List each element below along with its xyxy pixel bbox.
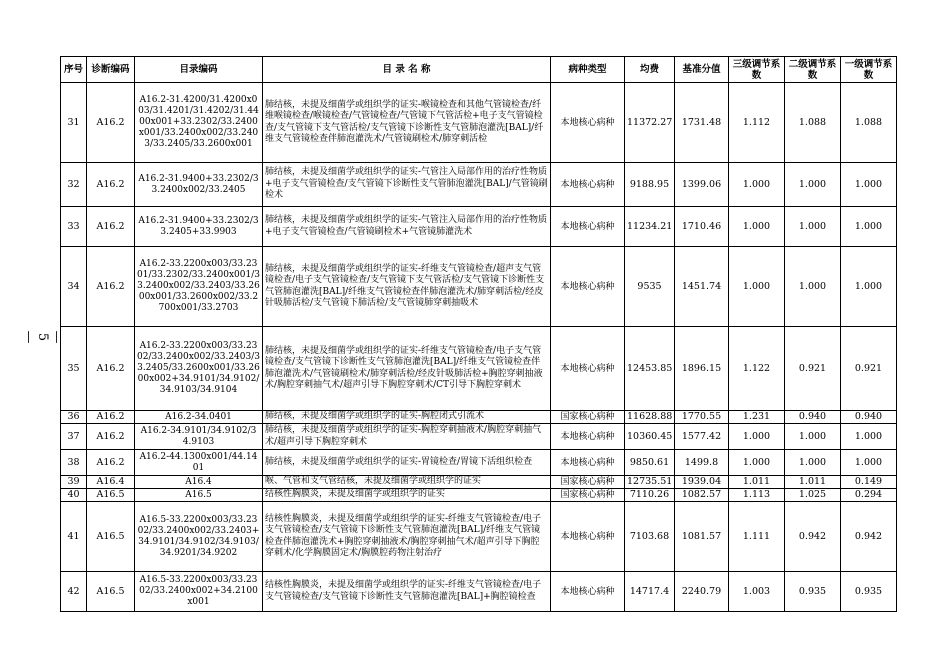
level1-coef: 0.921: [841, 327, 897, 411]
header-catalog-name: 目 录 名 称: [263, 57, 551, 83]
level1-coef: 1.000: [841, 207, 897, 247]
diag-code: A16.2: [87, 327, 135, 411]
disease-type: 本地核心病种: [551, 327, 625, 411]
diag-code: A16.2: [87, 83, 135, 163]
base-score: 1081.57: [675, 502, 729, 572]
catalog-code: A16.2-34.0401: [135, 411, 263, 424]
level2-coef: 1.000: [785, 450, 841, 476]
base-score: 1082.57: [675, 489, 729, 502]
row-no: 39: [61, 476, 87, 489]
average-cost: 14717.4: [625, 572, 675, 612]
level3-coef: 1.111: [729, 502, 785, 572]
average-cost: 9535: [625, 247, 675, 327]
level1-coef: 0.149: [841, 476, 897, 489]
disease-type: 本地核心病种: [551, 502, 625, 572]
catalog-code: A16.2-33.2200x003/33.2301/33.2302/33.2400x001/33.2400x002/33.2403/33.2600x001/33.2600x002/33.2700x001/33.2703: [135, 247, 263, 327]
level1-coef: 0.935: [841, 572, 897, 612]
base-score: 1939.04: [675, 476, 729, 489]
level2-coef: 1.000: [785, 247, 841, 327]
catalog-name: 肺结核，未提及细菌学或组织学的证实-喉镜检查和其他气管镜检查/纤维喉镜检查/喉镜检查/气管镜检查/气管镜下气管活检+电子支气管镜检查/支气管镜下支气管活检/支气管镜下诊断性支气管肺泡灌洗[BAL]/纤维支气管镜检查伴肺泡灌洗术/气管镜刷检术/肺穿刺活检: [263, 83, 551, 163]
catalog-name: 肺结核，未提及细菌学或组织学的证实-胃镜检查/胃镜下活组织检查: [263, 450, 551, 476]
base-score: 1770.55: [675, 411, 729, 424]
catalog-name: 喉、气管和支气管结核，未提及细菌学或组织学的证实: [263, 476, 551, 489]
base-score: 1577.42: [675, 424, 729, 450]
header-average-cost: 均费: [625, 57, 675, 83]
catalog-name: 肺结核，未提及细菌学或组织学的证实-气管注入局部作用的治疗性物质+电子支气管镜检查/支气管镜下诊断性支气管肺泡灌洗[BAL]/气管镜刷检术: [263, 163, 551, 207]
diag-code: A16.5: [87, 572, 135, 612]
level3-coef: 1.000: [729, 207, 785, 247]
table-row: [61, 163, 897, 207]
average-cost: 7103.68: [625, 502, 675, 572]
base-score: 1399.06: [675, 163, 729, 207]
page-number: — 5 —: [21, 330, 64, 344]
diag-code: A16.4: [87, 476, 135, 489]
disease-type: 国家核心病种: [551, 489, 625, 502]
disease-type: 本地核心病种: [551, 572, 625, 612]
header-disease-type: 病种类型: [551, 57, 625, 83]
diag-code: A16.5: [87, 489, 135, 502]
level3-coef: 1.011: [729, 476, 785, 489]
table-row: [61, 502, 897, 572]
base-score: 1710.46: [675, 207, 729, 247]
catalog-code: A16.4: [135, 476, 263, 489]
table-row: [61, 450, 897, 476]
level2-coef: 0.935: [785, 572, 841, 612]
row-no: 37: [61, 424, 87, 450]
drg-catalog-table: [60, 56, 897, 612]
level2-coef: 1.011: [785, 476, 841, 489]
average-cost: 10360.45: [625, 424, 675, 450]
catalog-code: A16.2-33.2200x003/33.2302/33.2400x002/33.2403/33.2405/33.2600x001/33.2600x002+34.9101/34.9102/34.9103/34.9104: [135, 327, 263, 411]
level3-coef: 1.000: [729, 450, 785, 476]
level1-coef: 1.088: [841, 83, 897, 163]
row-no: 36: [61, 411, 87, 424]
diag-code: A16.2: [87, 163, 135, 207]
catalog-code: A16.2-44.1300x001/44.1401: [135, 450, 263, 476]
row-no: 32: [61, 163, 87, 207]
table-row: [61, 489, 897, 502]
level1-coef: 0.940: [841, 411, 897, 424]
average-cost: 11372.27: [625, 83, 675, 163]
base-score: 1731.48: [675, 83, 729, 163]
header-level1-coef: 一级调节系数: [841, 57, 897, 83]
level2-coef: 1.000: [785, 207, 841, 247]
header-row: [61, 57, 897, 83]
catalog-name: 肺结核，未提及细菌学或组织学的证实-气管注入局部作用的治疗性物质+电子支气管镜检查/气管镜刷检术+气管镜肺灌洗术: [263, 207, 551, 247]
catalog-code: A16.5: [135, 489, 263, 502]
catalog-code: A16.2-34.9101/34.9102/34.9103: [135, 424, 263, 450]
level1-coef: 1.000: [841, 424, 897, 450]
level2-coef: 1.000: [785, 163, 841, 207]
level1-coef: 0.294: [841, 489, 897, 502]
level2-coef: 1.025: [785, 489, 841, 502]
table-row: [61, 476, 897, 489]
level1-coef: 1.000: [841, 163, 897, 207]
catalog-name: 肺结核，未提及细菌学或组织学的证实-纤维支气管镜检查/超声支气管镜检查/电子支气管镜检查/支气管镜下支气管活检/支气管镜下诊断性支气管肺泡灌洗[BAL]/纤维支气管镜检查伴肺泡灌洗术/肺穿刺活检/经皮针吸肺活检/支气管镜下肺活检/支气管镜肺穿刺抽吸术: [263, 247, 551, 327]
header-level2-coef: 二级调节系数: [785, 57, 841, 83]
average-cost: 12735.51: [625, 476, 675, 489]
disease-type: 国家核心病种: [551, 411, 625, 424]
diag-code: A16.2: [87, 247, 135, 327]
level3-coef: 1.000: [729, 424, 785, 450]
table-row: [61, 247, 897, 327]
header-level3-coef: 三级调节系数: [729, 57, 785, 83]
level2-coef: 1.000: [785, 424, 841, 450]
average-cost: 9188.95: [625, 163, 675, 207]
diag-code: A16.2: [87, 450, 135, 476]
level1-coef: 1.000: [841, 450, 897, 476]
row-no: 34: [61, 247, 87, 327]
catalog-code: A16.5-33.2200x003/33.2302/33.2400x002+34.2100x001: [135, 572, 263, 612]
catalog-code: A16.2-31.9400+33.2302/33.2400x002/33.2405: [135, 163, 263, 207]
header-catalog-code: 目录编码: [135, 57, 263, 83]
disease-type: 本地核心病种: [551, 83, 625, 163]
row-no: 38: [61, 450, 87, 476]
header-no: 序号: [61, 57, 87, 83]
level3-coef: 1.113: [729, 489, 785, 502]
header-base-score: 基准分值: [675, 57, 729, 83]
average-cost: 11628.88: [625, 411, 675, 424]
average-cost: 7110.26: [625, 489, 675, 502]
table-row: [61, 207, 897, 247]
catalog-name: 结核性胸膜炎，未提及细菌学或组织学的证实-纤维支气管镜检查/电子支气管镜检查/支气管镜下诊断性支气管肺泡灌洗[BAL]/纤维支气管镜检查伴肺泡灌洗术+胸腔穿刺抽液术/胸腔穿刺抽气术/超声引导下胸腔穿刺术/化学胸膜固定术/胸膜腔药物注射治疗: [263, 502, 551, 572]
level3-coef: 1.003: [729, 572, 785, 612]
table-row: [61, 327, 897, 411]
level3-coef: 1.231: [729, 411, 785, 424]
row-no: 42: [61, 572, 87, 612]
table-row: [61, 411, 897, 424]
diag-code: A16.2: [87, 207, 135, 247]
level3-coef: 1.112: [729, 83, 785, 163]
level2-coef: 1.088: [785, 83, 841, 163]
row-no: 40: [61, 489, 87, 502]
diag-code: A16.2: [87, 424, 135, 450]
row-no: 33: [61, 207, 87, 247]
disease-type: 本地核心病种: [551, 424, 625, 450]
average-cost: 12453.85: [625, 327, 675, 411]
row-no: 41: [61, 502, 87, 572]
disease-type: 国家核心病种: [551, 476, 625, 489]
disease-type: 本地核心病种: [551, 163, 625, 207]
base-score: 2240.79: [675, 572, 729, 612]
disease-type: 本地核心病种: [551, 247, 625, 327]
header-diag-code: 诊断编码: [87, 57, 135, 83]
base-score: 1499.8: [675, 450, 729, 476]
catalog-name: 结核性胸膜炎，未提及细菌学或组织学的证实-纤维支气管镜检查/电子支气管镜检查/支气管镜下诊断性支气管肺泡灌洗[BAL]+胸腔镜检查: [263, 572, 551, 612]
base-score: 1896.15: [675, 327, 729, 411]
level3-coef: 1.000: [729, 163, 785, 207]
average-cost: 11234.21: [625, 207, 675, 247]
table-row: [61, 83, 897, 163]
average-cost: 9850.61: [625, 450, 675, 476]
catalog-name: 肺结核，未提及细菌学或组织学的证实-胸腔闭式引流术: [263, 411, 551, 424]
catalog-code: A16.2-31.9400+33.2302/33.2405+33.9903: [135, 207, 263, 247]
disease-type: 本地核心病种: [551, 450, 625, 476]
level2-coef: 0.921: [785, 327, 841, 411]
level3-coef: 1.122: [729, 327, 785, 411]
diag-code: A16.2: [87, 411, 135, 424]
level1-coef: 1.000: [841, 247, 897, 327]
table-row: [61, 424, 897, 450]
level3-coef: 1.000: [729, 247, 785, 327]
disease-type: 本地核心病种: [551, 207, 625, 247]
catalog-name: 结核性胸膜炎，未提及细菌学或组织学的证实: [263, 489, 551, 502]
catalog-code: A16.5-33.2200x003/33.2302/33.2400x002/33.2403+34.9101/34.9102/34.9103/34.9201/34.9202: [135, 502, 263, 572]
catalog-name: 肺结核，未提及细菌学或组织学的证实-胸腔穿刺抽液术/胸腔穿刺抽气术/超声引导下胸腔穿刺术: [263, 424, 551, 450]
level1-coef: 0.942: [841, 502, 897, 572]
row-no: 35: [61, 327, 87, 411]
level2-coef: 0.940: [785, 411, 841, 424]
table-row: [61, 572, 897, 612]
catalog-name: 肺结核，未提及细菌学或组织学的证实-纤维支气管镜检查/电子支气管镜检查/支气管镜下诊断性支气管肺泡灌洗[BAL]/纤维支气管镜检查伴肺泡灌洗术/气管镜刷检术/肺穿刺活检/经皮针吸肺活检+胸腔穿刺抽液术/胸腔穿刺抽气术/超声引导下胸腔穿刺术/CT引导下胸腔穿刺术: [263, 327, 551, 411]
level2-coef: 0.942: [785, 502, 841, 572]
catalog-code: A16.2-31.4200/31.4200x003/31.4201/31.4202/31.4400x001+33.2302/33.2400x001/33.2400x002/33.2403/33.2405/33.2600x001: [135, 83, 263, 163]
base-score: 1451.74: [675, 247, 729, 327]
diag-code: A16.5: [87, 502, 135, 572]
row-no: 31: [61, 83, 87, 163]
